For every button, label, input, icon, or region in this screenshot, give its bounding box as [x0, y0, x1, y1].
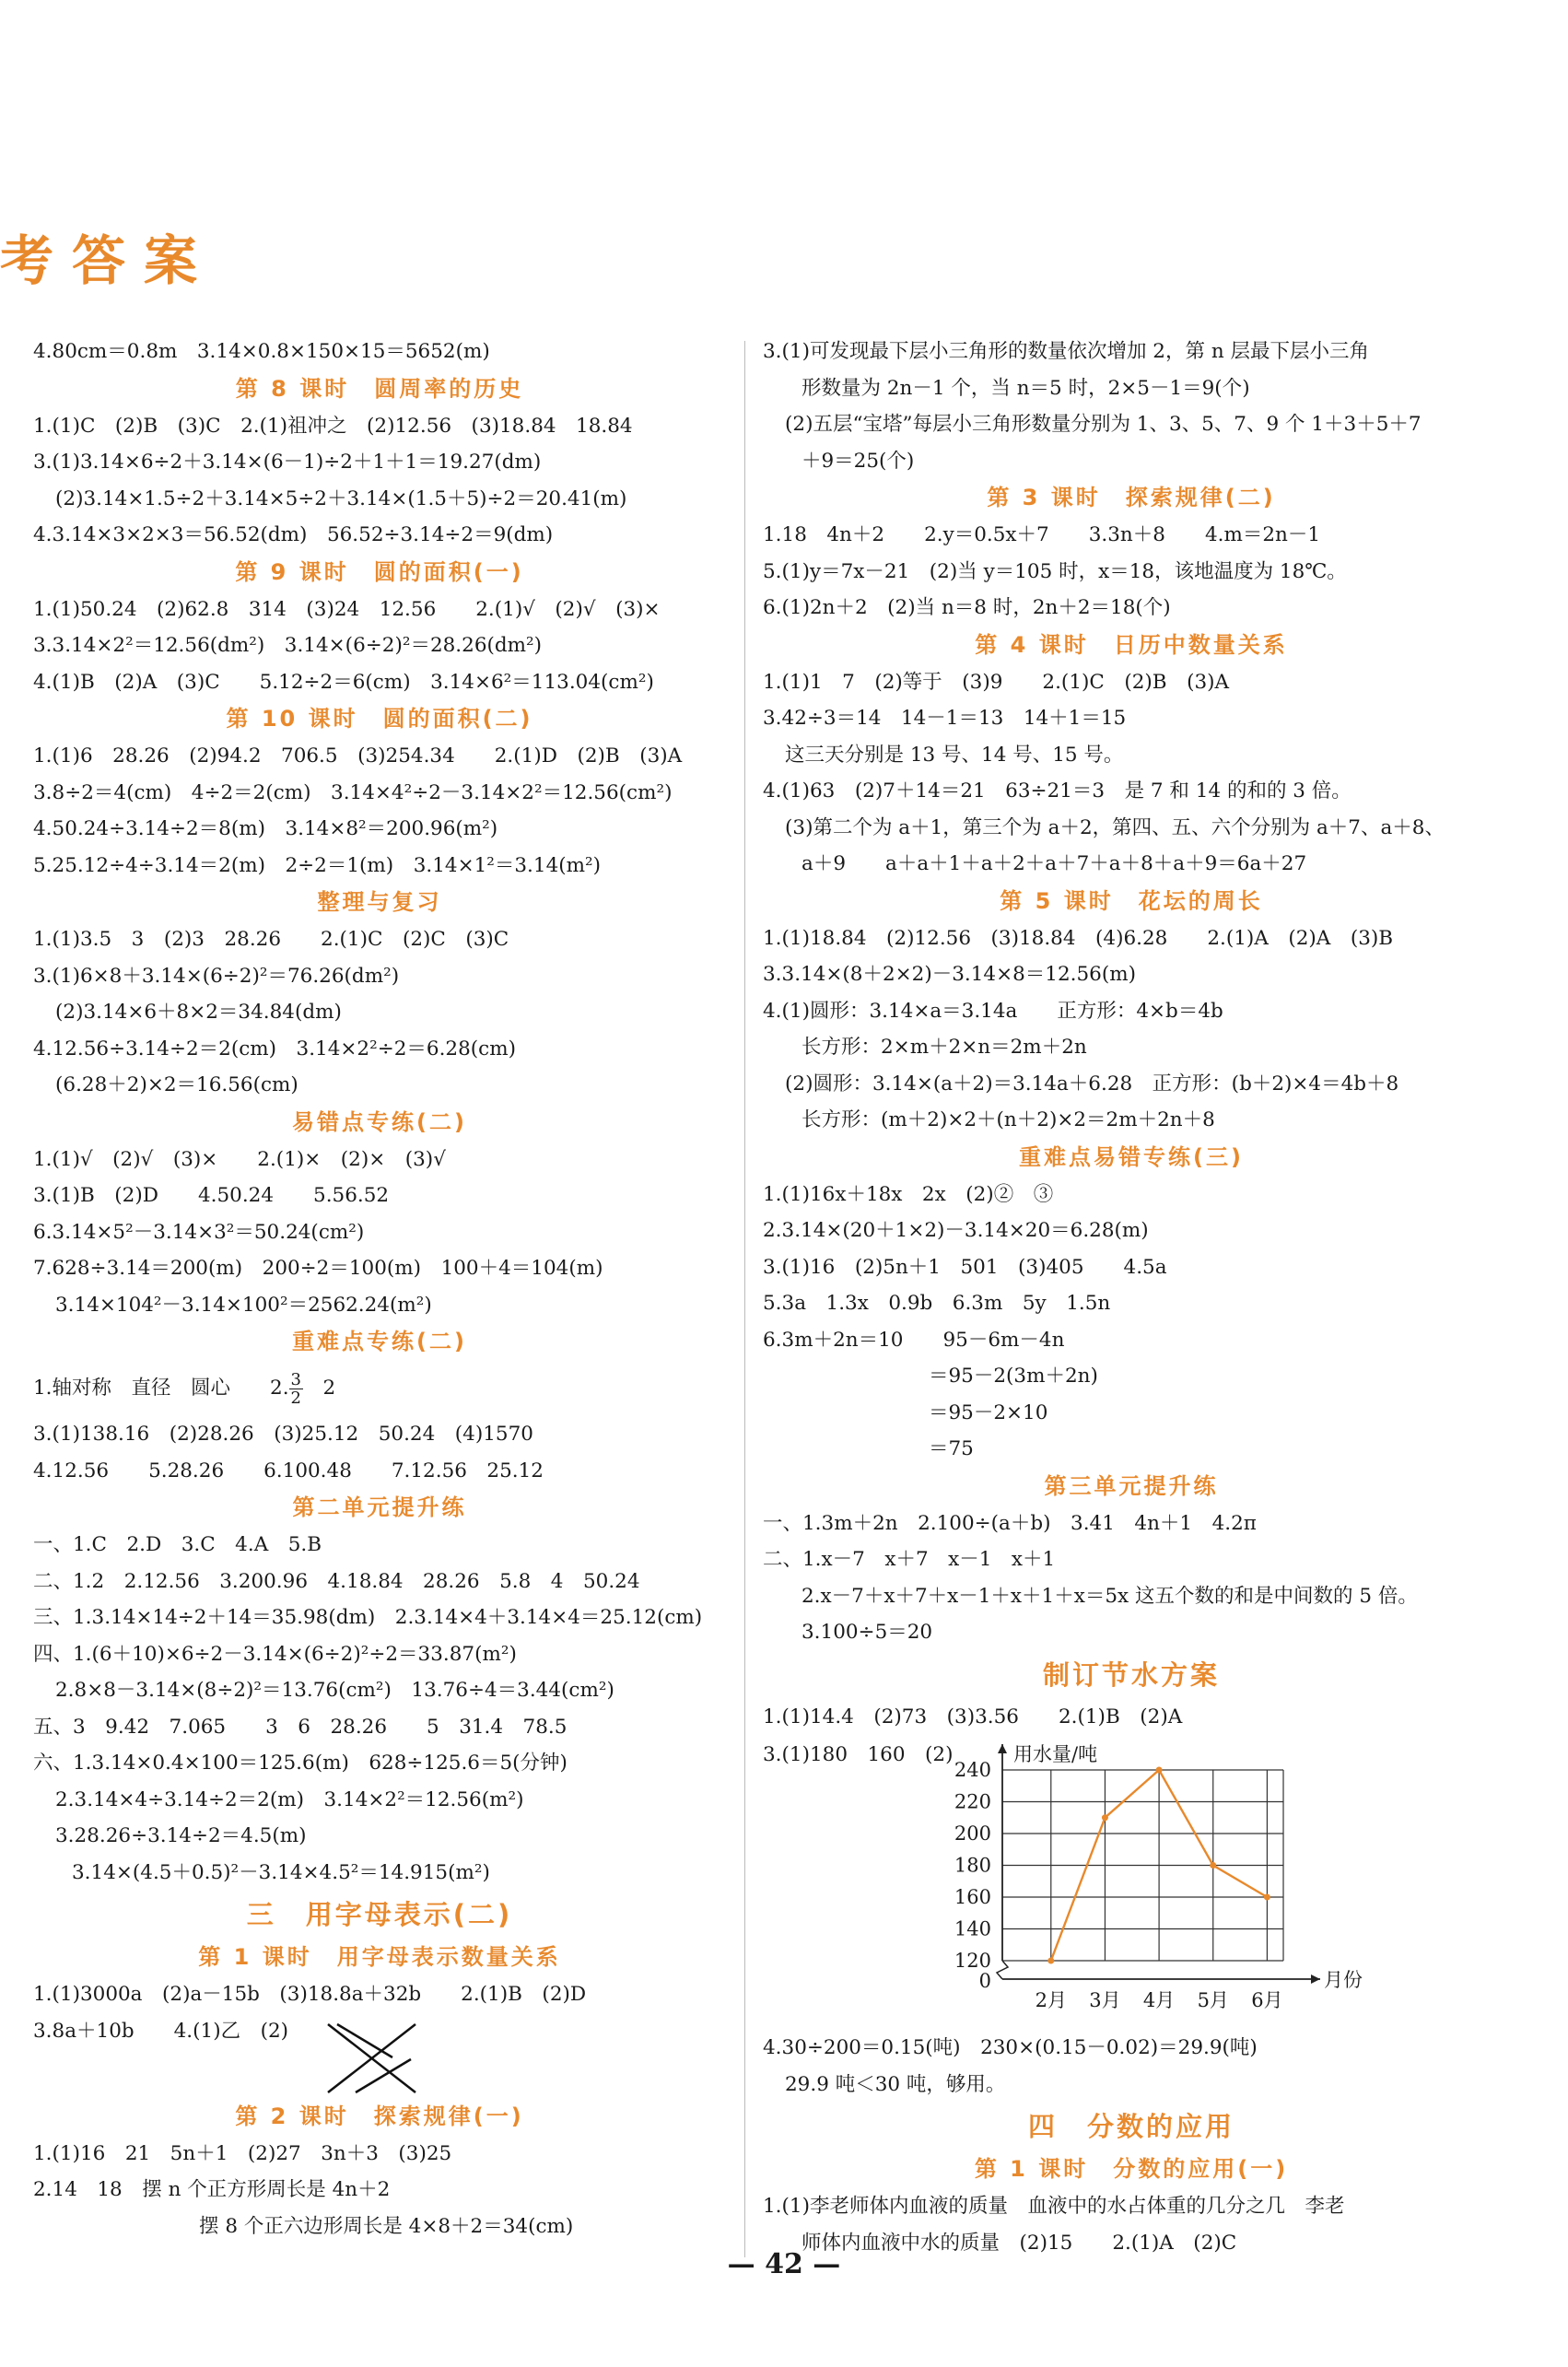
water-usage-chart [919, 1735, 1363, 2030]
answer-line: 3.8÷2＝4(cm) 4÷2＝2(cm) 3.14×4²÷2－3.14×2²＝12.56(cm²) [33, 780, 673, 804]
answer-line: 2.14 18 摆 n 个正方形周长是 4n＋2 [33, 2178, 391, 2201]
answer-line: 3.14×104²－3.14×100²＝2562.24(m²) [55, 1293, 432, 1317]
x-tick-label: 6月 [1251, 1989, 1283, 2011]
answer-line: 29.9 吨＜30 吨，够用。 [785, 2072, 1006, 2096]
answer-line: 师体内血液中水的质量 (2)15 2.(1)A (2)C [802, 2231, 1237, 2255]
y-tick-label: 240 [954, 1759, 991, 1781]
answer-line-with-diagram [33, 2013, 726, 2098]
answer-line: 长方形：2×m＋2×n＝2m＋2n [802, 1036, 1087, 1059]
answer-line: 4.(1)B (2)A (3)C 5.12÷2＝6(cm) 3.14×6²＝113.04(cm²) [33, 670, 654, 694]
answer-line: 4.80cm＝0.8m 3.14×0.8×150×15＝5652(m) [33, 340, 490, 363]
answer-line: 3.3.14×(8＋2×2)－3.14×8＝12.56(m) [763, 963, 1137, 986]
answer-line: 1.(1)3000a (2)a－15b (3)18.8a＋32b 2.(1)B (2)D [33, 1983, 587, 2006]
answer-line: 3.3.14×2²＝12.56(dm²) 3.14×(6÷2)²＝28.26(dm²) [33, 634, 543, 657]
answer-line: 5.3a 1.3x 0.9b 6.3m 5y 1.5n [763, 1292, 1111, 1315]
answer-line: ＋9＝25(个) [802, 449, 915, 473]
answer-line: 3.(1)B (2)D 4.50.24 5.56.52 [33, 1184, 390, 1207]
column-divider [744, 341, 745, 2257]
data-point [1047, 1958, 1054, 1964]
answer-line: 1.(1)李老师体内血液的质量 血液中的水占体重的几分之几 李老 [763, 2195, 1345, 2218]
answer-line: 五、3 9.42 7.065 3 6 28.26 5 31.4 78.5 [33, 1715, 568, 1739]
answer-line: 1.(1)√ (2)√ (3)× 2.(1)× (2)× (3)√ [33, 1147, 446, 1171]
section-heading: 第 1 课时 分数的应用(一) [974, 2156, 1289, 2182]
answer-line: 1.(1)C (2)B (3)C 2.(1)祖冲之 (2)12.56 (3)18.84 18.84 [33, 414, 633, 438]
answer-line: ＝75 [929, 1437, 974, 1460]
answer-line: 一、1.C 2.D 3.C 4.A 5.B [33, 1533, 322, 1556]
answer-line: 二、1.2 2.12.56 3.200.96 4.18.84 28.26 5.8 4 50.24 [33, 1569, 640, 1593]
fraction-numerator: 3 [290, 1369, 301, 1389]
answer-line-with-chart [763, 1735, 1500, 2030]
answer-line [33, 1361, 726, 1416]
fraction [289, 1371, 303, 1407]
answer-line: 3.28.26÷3.14÷2＝4.5(m) [55, 1824, 307, 1847]
answer-line: (2)五层“宝塔”每层小三角形数量分别为 1、3、5、7、9 个 1＋3＋5＋7 [785, 413, 1422, 436]
answer-line: 6.(1)2n＋2 (2)当 n＝8 时，2n＋2＝18(个) [763, 596, 1171, 619]
answer-line: 1.(1)3.5 3 (2)3 28.26 2.(1)C (2)C (3)C [33, 928, 509, 951]
answer-banner: 考答案 [0, 229, 216, 292]
answer-line: (2)3.14×6＋8×2＝34.84(dm) [55, 1001, 342, 1024]
y-tick-label: 120 [954, 1950, 991, 1972]
answer-line: (2)圆形：3.14×(a＋2)＝3.14a＋6.28 正方形：(b＋2)×4＝4b＋8 [785, 1072, 1399, 1096]
section-heading: 第 9 课时 圆的面积(一) [235, 558, 524, 585]
answer-line: 3.(1)6×8＋3.14×(6÷2)²＝76.26(dm²) [33, 964, 400, 988]
y-tick-label: 160 [954, 1886, 991, 1908]
x-tick-label: 5月 [1197, 1989, 1229, 2011]
data-point [1264, 1894, 1270, 1901]
section-heading: 第 8 课时 圆周率的历史 [235, 375, 524, 402]
answer-line: 长方形：(m＋2)×2＋(n＋2)×2＝2m＋2n＋8 [802, 1108, 1215, 1131]
answer-line: 二、1.x－7 x＋7 x－1 x＋1 [763, 1548, 1056, 1571]
x-tick-label: 2月 [1035, 1989, 1067, 2011]
y-tick-label: 0 [978, 1970, 991, 1992]
y-tick-label: 220 [954, 1790, 991, 1813]
answer-line: 6.3m＋2n＝10 95－6m－4n [763, 1328, 1065, 1352]
data-point [1102, 1814, 1108, 1821]
x-tick-label: 3月 [1089, 1989, 1121, 2011]
page-number: — 42 — [727, 2248, 841, 2280]
answer-line: 1.(1)6 28.26 (2)94.2 706.5 (3)254.34 2.(1)D (2)B (3)A [33, 744, 683, 768]
answer-line: 1.(1)50.24 (2)62.8 314 (3)24 12.56 2.(1)√ (2)√ (3)× [33, 597, 661, 621]
section-heading: 四 分数的应用 [1027, 2111, 1235, 2142]
answer-line: 这三天分别是 13 号、14 号、15 号。 [785, 743, 1124, 767]
y-axis-arrow [998, 1744, 1007, 1753]
x-tick-label: 4月 [1142, 1989, 1176, 2011]
x-axis-arrow [1311, 1974, 1320, 1984]
y-tick-label: 200 [954, 1822, 991, 1845]
y-axis-break [997, 1961, 1008, 1979]
answer-line: 5.(1)y＝7x－21 (2)当 y＝105 时，x＝18，该地温度为 18℃。 [763, 559, 1347, 583]
section-heading: 第三单元提升练 [1044, 1472, 1219, 1499]
answer-line: (3)第二个为 a＋1，第三个为 a＋2，第四、五、六个分别为 a＋7、a＋8、 [785, 815, 1445, 839]
section-heading: 第 4 课时 日历中数量关系 [975, 631, 1288, 658]
answer-line: 3.(1)16 (2)5n＋1 501 (3)405 4.5a [763, 1255, 1167, 1279]
section-heading: 重难点专练(二) [292, 1329, 467, 1354]
answer-text: 1.轴对称 直径 圆心 2. [33, 1377, 289, 1400]
answer-line: 1.(1)16 21 5n＋1 (2)27 3n＋3 (3)25 [33, 2141, 452, 2165]
answer-line: 3.14×(4.5＋0.5)²－3.14×4.5²＝14.915(m²) [72, 1860, 490, 1884]
answer-line: 六、1.3.14×0.4×100＝125.6(m) 628÷125.6＝5(分钟) [33, 1752, 568, 1775]
answer-line: 3.100÷5＝20 [802, 1621, 933, 1644]
answer-line: 4.12.56 5.28.26 6.100.48 7.12.56 25.12 [33, 1459, 544, 1482]
answer-line: a＋9 a＋a＋1＋a＋2＋a＋7＋a＋8＋a＋9＝6a＋27 [802, 852, 1307, 875]
y-axis-label: 用水量/吨 [1013, 1743, 1098, 1765]
answer-line: 形数量为 2n－1 个，当 n＝5 时，2×5－1＝9(个) [802, 376, 1250, 400]
answer-text: 3.8a＋10b 4.(1)乙 (2) [33, 2019, 289, 2043]
answer-line: (6.28＋2)×2＝16.56(cm) [55, 1073, 298, 1096]
y-tick-label: 180 [954, 1854, 991, 1877]
answer-line: 3.(1)可发现最下层小三角形的数量依次增加 2，第 n 层最下层小三角 [763, 340, 1369, 363]
answer-text: 3.(1)180 160 (2) [763, 1743, 954, 1766]
answer-line: 四、1.(6＋10)×6÷2－3.14×(6÷2)²÷2＝33.87(m²) [33, 1642, 517, 1666]
section-heading: 第 5 课时 花坛的周长 [1000, 887, 1263, 914]
section-heading: 制订节水方案 [1042, 1658, 1220, 1691]
section-heading: 第二单元提升练 [292, 1494, 467, 1520]
answer-line: 2.8×8－3.14×(8÷2)²＝13.76(cm²) 13.76÷4＝3.44(cm²) [55, 1679, 614, 1702]
answer-line: 3.(1)3.14×6÷2＋3.14×(6－1)÷2＋1＋1＝19.27(dm) [33, 451, 542, 474]
data-point [1156, 1767, 1163, 1774]
section-heading: 易错点专练(二) [292, 1108, 467, 1135]
section-heading: 整理与复习 [317, 889, 442, 915]
answer-line: 4.12.56÷3.14÷2＝2(cm) 3.14×2²÷2＝6.28(cm) [33, 1037, 516, 1060]
answer-line: 3.(1)138.16 (2)28.26 (3)25.12 50.24 (4)1570 [33, 1423, 533, 1446]
answer-line: 6.3.14×5²－3.14×3²＝50.24(cm²) [33, 1220, 365, 1244]
data-point [1210, 1862, 1216, 1869]
section-heading: 重难点易错专练(三) [1019, 1143, 1244, 1170]
fraction-denominator: 2 [290, 1388, 301, 1408]
answer-line: 1.(1)1 7 (2)等于 (3)9 2.(1)C (2)B (3)A [763, 670, 1230, 694]
answer-line: (2)3.14×1.5÷2＋3.14×5÷2＋3.14×(1.5＋5)÷2＝20.41(m) [55, 486, 627, 510]
answer-line: 1.18 4n＋2 2.y＝0.5x＋7 3.3n＋8 4.m＝2n－1 [763, 523, 1321, 546]
answer-line: 1.(1)18.84 (2)12.56 (3)18.84 (4)6.28 2.(1)A (2)A (3)B [763, 926, 1394, 950]
answer-line: ＝95－2(3m＋2n) [929, 1365, 1098, 1388]
left-column [33, 334, 726, 2244]
section-heading: 第 1 课时 用字母表示数量关系 [198, 1944, 561, 1970]
answer-line: 4.3.14×3×2×3＝56.52(dm) 56.52÷3.14÷2＝9(dm) [33, 523, 554, 546]
answer-line: 4.50.24÷3.14÷2＝8(m) 3.14×8²＝200.96(m²) [33, 817, 498, 840]
answer-line: 3.42÷3＝14 14－1＝13 14＋1＝15 [763, 707, 1127, 730]
answer-line: 三、1.3.14×14÷2＋14＝35.98(dm) 2.3.14×4＋3.14×4＝25.12(cm) [33, 1606, 703, 1629]
section-heading: 第 2 课时 探索规律(一) [235, 2103, 524, 2129]
answer-line: 一、1.3m＋2n 2.100÷(a＋b) 3.41 4n＋1 4.2π [763, 1511, 1257, 1535]
answer-line: 1.(1)16x＋18x 2x (2)② ③ [763, 1182, 1054, 1206]
matching-lines [319, 2017, 429, 2102]
answer-line: 2.x－7＋x＋7＋x－1＋x＋1＋x＝5x 这五个数的和是中间数的 5 倍。 [802, 1584, 1418, 1608]
answer-line: 1.(1)14.4 (2)73 (3)3.56 2.(1)B (2)A [763, 1705, 1183, 1728]
answer-line: 4.(1)圆形：3.14×a＝3.14a 正方形：4×b＝4b [763, 999, 1223, 1023]
answer-line: 4.30÷200＝0.15(吨) 230×(0.15－0.02)＝29.9(吨) [763, 2036, 1258, 2059]
section-heading: 第 3 课时 探索规律(二) [987, 485, 1276, 510]
answer-line: 摆 8 个正六边形周长是 4×8＋2＝34(cm) [199, 2214, 574, 2238]
answer-text: 2 [302, 1377, 336, 1400]
answer-line: ＝95－2×10 [929, 1400, 1048, 1424]
answer-line: 5.25.12÷4÷3.14＝2(m) 2÷2＝1(m) 3.14×1²＝3.14(m²) [33, 853, 602, 877]
y-tick-label: 140 [954, 1917, 991, 1940]
answer-line: 4.(1)63 (2)7＋14＝21 63÷21＝3 是 7 和 14 的和的 3 倍。 [763, 779, 1352, 803]
section-heading: 三 用字母表示(二) [246, 1899, 513, 1930]
section-heading: 第 10 课时 圆的面积(二) [226, 706, 533, 732]
answer-line: 7.628÷3.14＝200(m) 200÷2＝100(m) 100＋4＝104(m) [33, 1257, 603, 1280]
answer-line: 2.3.14×(20＋1×2)－3.14×20＝6.28(m) [763, 1219, 1149, 1242]
right-column [763, 334, 1500, 2261]
x-axis-label: 月份 [1324, 1969, 1363, 1991]
answer-line: 2.3.14×4÷3.14÷2＝2(m) 3.14×2²＝12.56(m²) [55, 1787, 524, 1811]
